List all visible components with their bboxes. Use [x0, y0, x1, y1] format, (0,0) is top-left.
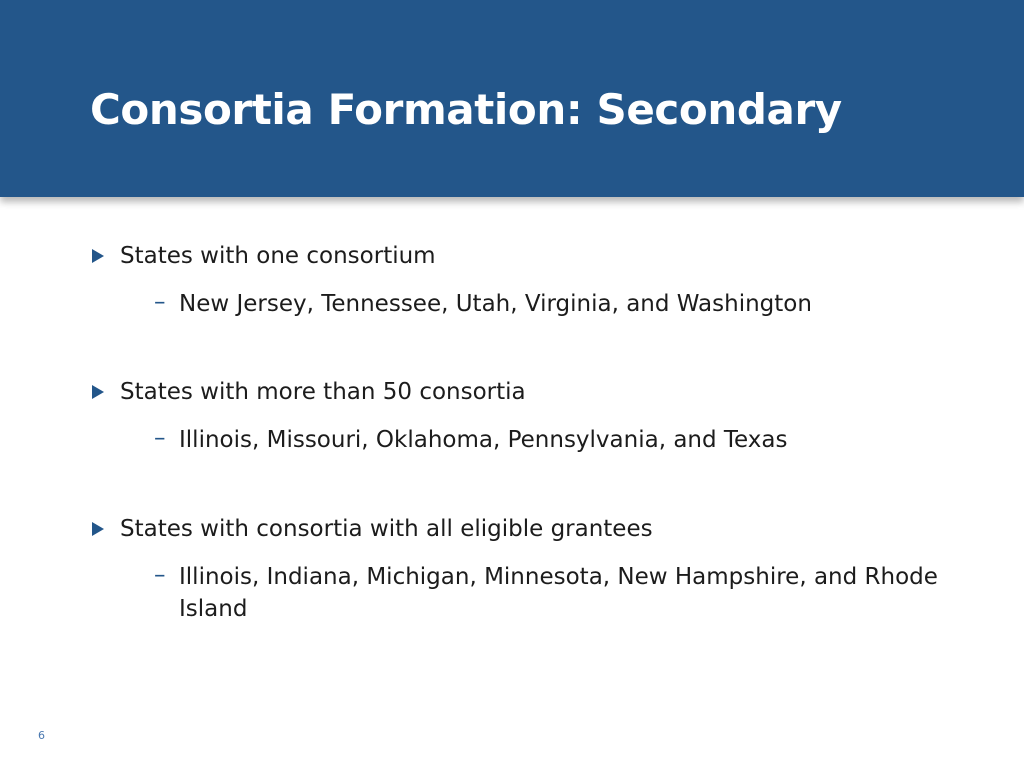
bullet-text: States with one consortium	[120, 243, 436, 269]
dash-icon: –	[154, 425, 166, 451]
sub-bullet-text: New Jersey, Tennessee, Utah, Virginia, and Washington	[179, 291, 812, 317]
sub-bullet-item	[90, 561, 970, 625]
bullet-text: States with consortia with all eligible grantees	[120, 516, 653, 542]
sub-bullet-item	[90, 288, 970, 320]
sub-bullet-text: Illinois, Missouri, Oklahoma, Pennsylvania, and Texas	[179, 427, 788, 453]
bullet-row	[90, 378, 970, 406]
triangle-bullet-icon	[92, 249, 104, 263]
triangle-bullet-icon	[92, 522, 104, 536]
triangle-bullet-icon	[92, 385, 104, 399]
dash-icon: –	[154, 289, 166, 315]
page-number: 6	[38, 729, 45, 742]
sub-bullet-text: Illinois, Indiana, Michigan, Minnesota, New Hampshire, and Rhode Island	[179, 564, 938, 622]
bullet-item	[90, 515, 970, 625]
bullet-row	[90, 515, 970, 543]
bullet-row	[90, 242, 970, 270]
slide-title: Consortia Formation: Secondary	[90, 85, 842, 134]
bullet-text: States with more than 50 consortia	[120, 379, 526, 405]
bullet-item	[90, 378, 970, 456]
bullet-item	[90, 242, 970, 320]
sub-bullet-item	[90, 424, 970, 456]
dash-icon: –	[154, 562, 166, 588]
